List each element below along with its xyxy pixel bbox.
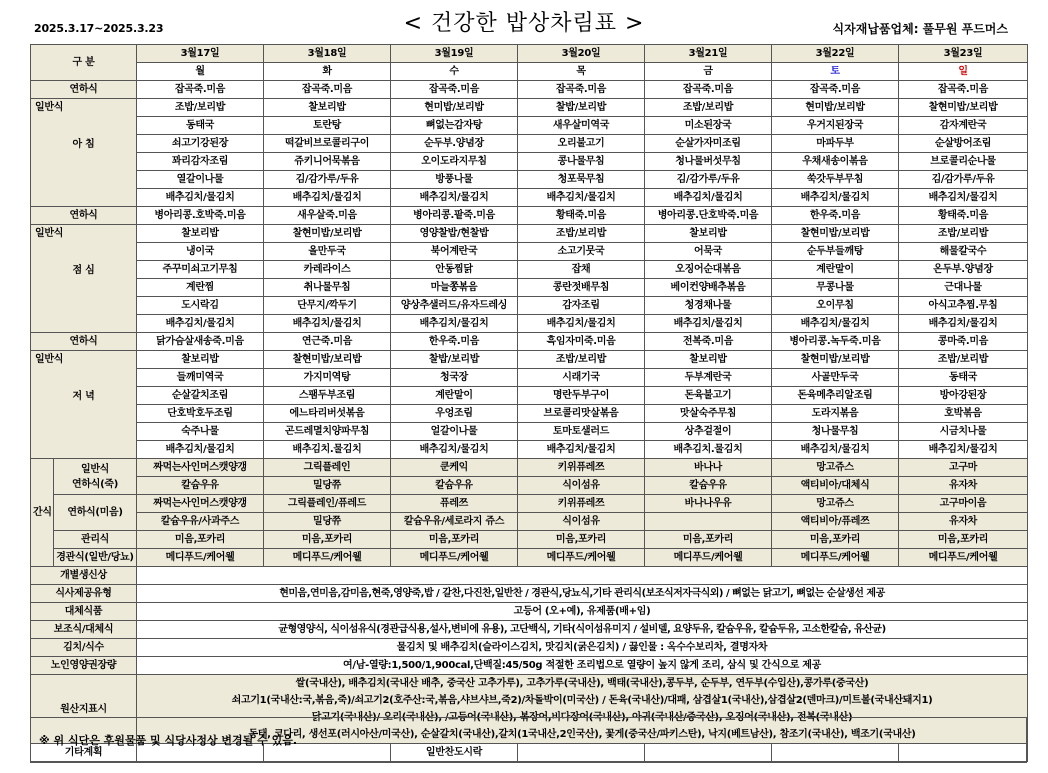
menu-item: 배추김치/물김치 xyxy=(137,315,264,333)
snack-item: 칼슘우유/세로라지 쥬스 xyxy=(391,513,518,531)
menu-item: 도라지볶음 xyxy=(772,405,899,423)
menu-item: 얼갈이나물 xyxy=(391,423,518,441)
menu-item: 들깨미역국 xyxy=(137,369,264,387)
menu-item: 배추김치/물김치 xyxy=(899,189,1028,207)
soft-diet-label: 연하식 xyxy=(31,333,137,351)
meal-plan-table xyxy=(30,44,1028,762)
menu-item: 근대나물 xyxy=(899,279,1028,297)
menu-item: 사골만두국 xyxy=(772,369,899,387)
snack-item: 바나나 xyxy=(645,459,772,477)
info-value: 여/남-열량:1,500/1,900cal,단백질:45/50g 적절한 조리법으로 열량이 높지 않게 조리, 삼식 및 간식으로 제공 xyxy=(137,657,1028,675)
menu-item: 청국장 xyxy=(391,369,518,387)
meal-name: 아 침 xyxy=(72,139,95,150)
soft-diet-item: 잡곡죽.미음 xyxy=(264,81,391,99)
soft-diet-item: 연근죽.미음 xyxy=(264,333,391,351)
lunch-general-row xyxy=(31,225,1028,243)
menu-period: 2025.3.17~2025.3.23 xyxy=(34,22,164,35)
menu-item: 찰현미밥/보리밥 xyxy=(264,351,391,369)
menu-item: 조밥/보리밥 xyxy=(899,225,1028,243)
snack-item xyxy=(645,513,772,531)
supplier-info: 식자재납품업체: 풀무원 푸드머스 xyxy=(832,22,1008,36)
menu-item: 찰현미밥/보리밥 xyxy=(772,225,899,243)
soft-diet-item: 잡곡죽.미음 xyxy=(518,81,645,99)
tube-item: 미음,포카리 xyxy=(772,531,899,549)
menu-item: 배추김치/물김치 xyxy=(264,315,391,333)
tube-item: 미음,포카리 xyxy=(264,531,391,549)
menu-item: 스팸두부조림 xyxy=(264,387,391,405)
menu-item: 방아강된장 xyxy=(899,387,1028,405)
menu-item: 배추김치/물김치 xyxy=(645,189,772,207)
snack-general-text: 일반식 xyxy=(80,463,110,475)
lunch-soft-row xyxy=(31,207,1028,225)
menu-item: 배추김치/물김치 xyxy=(518,189,645,207)
snack-item: 고구마이음 xyxy=(899,495,1028,513)
menu-item: 떡갈비브로콜리구이 xyxy=(264,135,391,153)
day-date: 3월21일 xyxy=(645,45,772,63)
menu-item: 꽈리감자조림 xyxy=(137,153,264,171)
menu-item: 찰밥/보리밥 xyxy=(518,99,645,117)
info-value: 물김치 및 배추김치(슬라이스김치, 맛김치(굵은김치) / 끓인물 : 옥수수보리차, 결명자차 xyxy=(137,639,1028,657)
info-label: 개별생신상 xyxy=(31,567,137,585)
snack-item: 칼슘우유/사과주스 xyxy=(137,513,264,531)
menu-item: 조밥/보리밥 xyxy=(899,351,1028,369)
menu-item: 쇠고기강된장 xyxy=(137,135,264,153)
menu-item: 쑥갓두부무침 xyxy=(772,171,899,189)
soft-diet-item: 닭가슴살새송죽.미음 xyxy=(137,333,264,351)
footer-note xyxy=(30,717,1027,763)
soft-diet-item: 잡곡죽.미음 xyxy=(645,81,772,99)
snack-mium-row-1 xyxy=(31,495,1028,513)
menu-item: 찰보리밥 xyxy=(137,351,264,369)
menu-item: 새우살미역국 xyxy=(518,117,645,135)
menu-item: 브로콜리맛살볶음 xyxy=(518,405,645,423)
soft-diet-item: 병아리콩.녹두죽.미음 xyxy=(772,333,899,351)
soft-diet-item: 잡곡죽.미음 xyxy=(391,81,518,99)
menu-item: 단호박호두조림 xyxy=(137,405,264,423)
menu-item: 순살방어조림 xyxy=(899,135,1028,153)
note-text: ※ 위 식단은 후원물품 및 식당사정상 변경될 수 있음. xyxy=(39,734,298,747)
menu-item: 찰보리밥 xyxy=(264,99,391,117)
snack-item: 칼슘우유 xyxy=(391,477,518,495)
dinner-general-row xyxy=(31,405,1028,423)
soft-diet-item: 황태죽.미음 xyxy=(899,207,1028,225)
tube-diet-item: 메디푸드/케어웰 xyxy=(391,549,518,567)
menu-item: 순살갈치조림 xyxy=(137,387,264,405)
menu-item: 우엉조림 xyxy=(391,405,518,423)
menu-item: 무콩나물 xyxy=(772,279,899,297)
header xyxy=(0,0,1048,42)
soft-diet-item: 황태죽.미음 xyxy=(518,207,645,225)
menu-item: 카레라이스 xyxy=(264,261,391,279)
snack-item: 키위퓨레쯔 xyxy=(518,459,645,477)
gubun-label: 구 분 xyxy=(31,45,137,81)
menu-item: 오리불고기 xyxy=(518,135,645,153)
soft-diet-label: 연하식 xyxy=(31,81,137,99)
snack-item: 짜먹는사인머스캣양갱 xyxy=(137,459,264,477)
menu-item: 동태국 xyxy=(137,117,264,135)
breakfast-general-row xyxy=(31,117,1028,135)
snack-soft-juk-text: 연하식(죽) xyxy=(72,478,118,490)
header-row-dates xyxy=(31,45,1028,63)
snack-item: 식이섬유 xyxy=(518,477,645,495)
menu-item: 계란말이 xyxy=(391,387,518,405)
menu-item: 감자계란국 xyxy=(899,117,1028,135)
menu-item: 김/감가루/두유 xyxy=(899,171,1028,189)
menu-item: 순살가자미조림 xyxy=(645,135,772,153)
dinner-general-row xyxy=(31,351,1028,369)
soft-diet-item: 잡곡죽.미음 xyxy=(772,81,899,99)
menu-item: 찰현미밥/보리밥 xyxy=(772,351,899,369)
day-date: 3월22일 xyxy=(772,45,899,63)
breakfast-general-row xyxy=(31,171,1028,189)
info-value: 균형영양식, 식이섬유식(경관급식용,설사,변비에 유용), 고단백식, 기타(식이섬유미지 / 설비델, 요양두유, 칼슘우유, 칼슘두유, 고소한칼슘, 유산균) xyxy=(137,621,1028,639)
tube-item: 미음,포카리 xyxy=(391,531,518,549)
soft-diet-label: 연하식 xyxy=(31,207,137,225)
soft-diet-item: 병아리콩.호박죽.미음 xyxy=(137,207,264,225)
snack-item: 고구마 xyxy=(899,459,1028,477)
menu-item: 취나물무침 xyxy=(264,279,391,297)
soft-diet-item: 잡곡죽.미음 xyxy=(899,81,1028,99)
day-weekday: 목 xyxy=(518,63,645,81)
menu-item: 브로콜리순나물 xyxy=(899,153,1028,171)
menu-item: 청경채나물 xyxy=(645,297,772,315)
dinner-general-row xyxy=(31,423,1028,441)
menu-item: 배추김치/물김치 xyxy=(137,189,264,207)
snack-item: 칼슘우유 xyxy=(137,477,264,495)
menu-item: 배추김치/물김치 xyxy=(772,315,899,333)
menu-item: 배추김치/물김치 xyxy=(264,189,391,207)
menu-item: 토마토샐러드 xyxy=(518,423,645,441)
breakfast-general-row xyxy=(31,99,1028,117)
breakfast-soft-row xyxy=(31,81,1028,99)
menu-item: 맛살숙주무침 xyxy=(645,405,772,423)
snack-item: 그릭플레인 xyxy=(264,459,391,477)
snack-label: 간식 xyxy=(31,459,54,567)
meal-label xyxy=(31,225,137,333)
menu-item: 찰현미밥/보리밥 xyxy=(264,225,391,243)
tube-diet-label: 경관식(일반/당뇨) xyxy=(54,549,137,567)
menu-item: 토란탕 xyxy=(264,117,391,135)
tube-diet-item: 메디푸드/케어웰 xyxy=(518,549,645,567)
menu-item: 현미밥/보리밥 xyxy=(772,99,899,117)
day-date: 3월23일 xyxy=(899,45,1028,63)
menu-item: 조밥/보리밥 xyxy=(518,225,645,243)
menu-item: 배추김치/물김치 xyxy=(518,315,645,333)
menu-item: 호박볶음 xyxy=(899,405,1028,423)
menu-item: 콩나물무침 xyxy=(518,153,645,171)
menu-item: 청나물버섯무침 xyxy=(645,153,772,171)
soft-diet-item: 새우살죽.미음 xyxy=(264,207,391,225)
info-label: 노인영양권장량 xyxy=(31,657,137,675)
menu-item: 주꾸미쇠고기무침 xyxy=(137,261,264,279)
menu-item: 감자조림 xyxy=(518,297,645,315)
day-weekday: 화 xyxy=(264,63,391,81)
snack-mium-label: 연하식(미음) xyxy=(54,495,137,531)
soft-diet-item: 콩마죽.미음 xyxy=(899,333,1028,351)
lunch-general-row xyxy=(31,243,1028,261)
menu-item: 배추김치.물김치 xyxy=(264,441,391,459)
menu-item: 잡채 xyxy=(518,261,645,279)
snack-item: 밀당쮸 xyxy=(264,477,391,495)
snack-general-row-2 xyxy=(31,477,1028,495)
menu-item: 명란두부구이 xyxy=(518,387,645,405)
day-weekday: 금 xyxy=(645,63,772,81)
snack-item: 식이섬유 xyxy=(518,513,645,531)
menu-item: 김/감가루/두유 xyxy=(264,171,391,189)
snack-item: 액티비아/대체식 xyxy=(772,477,899,495)
menu-item: 시금치나물 xyxy=(899,423,1028,441)
menu-item: 가지미역탕 xyxy=(264,369,391,387)
day-date: 3월20일 xyxy=(518,45,645,63)
snack-tube-diet-row xyxy=(31,549,1028,567)
tube-item: 미음,포카리 xyxy=(137,531,264,549)
menu-item: 청포묵무침 xyxy=(518,171,645,189)
menu-item: 안동찜닭 xyxy=(391,261,518,279)
menu-item: 찰밥/보리밥 xyxy=(391,351,518,369)
info-label: 식사제공유형 xyxy=(31,585,137,603)
menu-item: 동태국 xyxy=(899,369,1028,387)
menu-item: 북어계란국 xyxy=(391,243,518,261)
day-weekday: 수 xyxy=(391,63,518,81)
menu-item: 찰보리밥 xyxy=(645,225,772,243)
snack-general-label xyxy=(54,459,137,495)
snack-item: 바나나우유 xyxy=(645,495,772,513)
info-label: 김치/식수 xyxy=(31,639,137,657)
tube-diet-item: 메디푸드/케어웰 xyxy=(264,549,391,567)
snack-tube-row xyxy=(31,531,1028,549)
general-diet-label: 일반식 xyxy=(35,354,64,365)
menu-item: 찰보리밥 xyxy=(137,225,264,243)
tube-item: 미음,포카리 xyxy=(899,531,1028,549)
snack-item: 키위퓨레쯔 xyxy=(518,495,645,513)
day-date: 3월17일 xyxy=(137,45,264,63)
info-value: 고등어 (오+예), 유제품(배+임) xyxy=(137,603,1028,621)
menu-item: 열갈이나물 xyxy=(137,171,264,189)
info-row xyxy=(31,585,1028,603)
info-label: 대체식품 xyxy=(31,603,137,621)
origin-line: 닭고기(국내산)/ 오리(국내산), /고등어(국내산), 볶장어,비다장어(국내산), 아귀(국내산/중국산), 오징어(국내산), 전복(국내산) xyxy=(311,712,853,723)
tube-diet-item: 메디푸드/케어웰 xyxy=(772,549,899,567)
soft-diet-item: 병아리콩.단호박죽.미음 xyxy=(645,207,772,225)
soft-diet-item: 한우죽.미음 xyxy=(391,333,518,351)
day-weekday: 월 xyxy=(137,63,264,81)
soft-diet-item: 흑임자미죽.미음 xyxy=(518,333,645,351)
menu-item: 단무지/깍두기 xyxy=(264,297,391,315)
menu-item: 배추김치/물김치 xyxy=(391,315,518,333)
general-diet-label: 일반식 xyxy=(35,102,64,113)
info-row xyxy=(31,621,1028,639)
menu-item: 방풍나물 xyxy=(391,171,518,189)
menu-item: 배추김치/물김치 xyxy=(391,441,518,459)
menu-item: 쥬키니어묵볶음 xyxy=(264,153,391,171)
menu-item: 배추김치.물김치 xyxy=(645,441,772,459)
menu-item: 찰현미밥/보리밥 xyxy=(899,99,1028,117)
menu-item: 해물칼국수 xyxy=(899,243,1028,261)
tube-item: 미음,포카리 xyxy=(518,531,645,549)
menu-item: 현미밥/보리밥 xyxy=(391,99,518,117)
origin-line: 쇠고기1(국내산:국,볶음,죽)/쇠고기2(호주산:국,볶음,샤브샤브,죽2)/차돌박이(미국산) / 돈육(국내산)/대패, 삼겹살1(국내산),삼겹살2(덴마크)/미트볼(국내산돼지1) xyxy=(231,695,933,706)
soft-diet-item: 한우죽.미음 xyxy=(772,207,899,225)
menu-item: 오이도라지무침 xyxy=(391,153,518,171)
menu-item: 돈육메추리알조림 xyxy=(772,387,899,405)
menu-item: 김/감가루/두유 xyxy=(645,171,772,189)
meal-label xyxy=(31,351,137,459)
menu-item: 숙주나물 xyxy=(137,423,264,441)
soft-diet-item: 잡곡죽.미음 xyxy=(137,81,264,99)
day-date: 3월19일 xyxy=(391,45,518,63)
menu-item: 계란찜 xyxy=(137,279,264,297)
menu-item: 도시락김 xyxy=(137,297,264,315)
general-diet-label: 일반식 xyxy=(35,228,64,239)
menu-item: 조밥/보리밥 xyxy=(645,99,772,117)
info-row xyxy=(31,603,1028,621)
menu-item: 마파두부 xyxy=(772,135,899,153)
menu-item: 양상추샐러드/유자드레싱 xyxy=(391,297,518,315)
menu-item: 돈육불고기 xyxy=(645,387,772,405)
lunch-general-row xyxy=(31,315,1028,333)
menu-item: 조밥/보리밥 xyxy=(518,351,645,369)
breakfast-general-row xyxy=(31,189,1028,207)
menu-item: 곤드레멸치양파무침 xyxy=(264,423,391,441)
dinner-general-row xyxy=(31,369,1028,387)
menu-item: 오징어순대볶음 xyxy=(645,261,772,279)
snack-item: 퓨레쯔 xyxy=(391,495,518,513)
origin-line: 쌀(국내산), 배추김치(국내산 배추, 중국산 고추가루), 고추가루(국내산), 백태(국내산),콩두부, 순두부, 연두부(수입산),콩가루(중국산) xyxy=(295,678,869,689)
plan-value: 일반찬도시락 xyxy=(391,744,518,762)
snack-item: 액티비아/퓨레쯔 xyxy=(772,513,899,531)
day-weekday: 토 xyxy=(772,63,899,81)
menu-item: 미소된장국 xyxy=(645,117,772,135)
menu-item: 조밥/보리밥 xyxy=(137,99,264,117)
menu-item: 오이무침 xyxy=(772,297,899,315)
lunch-general-row xyxy=(31,279,1028,297)
soft-diet-item: 병아리콩.팥죽.미음 xyxy=(391,207,518,225)
menu-item: 청나물무침 xyxy=(772,423,899,441)
tube-diet-item: 메디푸드/케어웰 xyxy=(899,549,1028,567)
snack-item: 유자차 xyxy=(899,477,1028,495)
page-title: < 건강한 밥상차림표 > xyxy=(403,11,645,36)
menu-item: 콩란젓배무침 xyxy=(518,279,645,297)
menu-item: 두부계란국 xyxy=(645,369,772,387)
menu-item: 올만두국 xyxy=(264,243,391,261)
info-row xyxy=(31,657,1028,675)
menu-item: 뼈없는감자탕 xyxy=(391,117,518,135)
snack-item: 칼슘우유 xyxy=(645,477,772,495)
menu-item: 배추김치/물김치 xyxy=(772,441,899,459)
menu-item: 온두부.양념장 xyxy=(899,261,1028,279)
meal-name: 저 녁 xyxy=(72,391,95,402)
info-value xyxy=(137,567,1028,585)
menu-item: 상추겉절이 xyxy=(645,423,772,441)
menu-item: 배추김치/물김치 xyxy=(899,441,1028,459)
snack-item: 그릭플레인/퓨레드 xyxy=(264,495,391,513)
snack-item: 유자차 xyxy=(899,513,1028,531)
menu-item: 에느타리버섯볶음 xyxy=(264,405,391,423)
menu-item: 우거지된장국 xyxy=(772,117,899,135)
snack-item: 밀당쮸 xyxy=(264,513,391,531)
snack-item: 망고쥬스 xyxy=(772,459,899,477)
origin-line: 동태, 코다리, 생선포(러시아산/미국산), 순살갈치(국내산),갈치(1국내산,2인국산), 꽃게(중국산/파키스탄), 낙지(베트남산), 참조기(국내산), 백조기(국내산) xyxy=(248,729,916,740)
menu-item: 찰보리밥 xyxy=(645,351,772,369)
menu-item: 시래기국 xyxy=(518,369,645,387)
info-value: 현미음,연미음,감미음,현죽,영양죽,밥 / 갈찬,다진찬,일반찬 / 경관식,당뇨식,기타 관리식(보조식저자극식외) / 뼈없는 닭고기, 뼈없는 순살생선 제공 xyxy=(137,585,1028,603)
dinner-soft-row xyxy=(31,333,1028,351)
tube-diet-item: 메디푸드/케어웰 xyxy=(645,549,772,567)
snack-mium-row-2 xyxy=(31,513,1028,531)
snack-general-row-1 xyxy=(31,459,1028,477)
menu-item: 배추김치/물김치 xyxy=(772,189,899,207)
info-label: 보조식/대체식 xyxy=(31,621,137,639)
breakfast-general-row xyxy=(31,135,1028,153)
breakfast-general-row xyxy=(31,153,1028,171)
plan-label: 기타계획 xyxy=(31,744,137,762)
origin-label: 원산지표시 xyxy=(31,675,137,744)
dinner-general-row xyxy=(31,387,1028,405)
soft-diet-item: 전복죽.미음 xyxy=(645,333,772,351)
meal-label xyxy=(31,99,137,207)
menu-item: 어묵국 xyxy=(645,243,772,261)
menu-item: 우채새송이볶음 xyxy=(772,153,899,171)
dinner-general-row xyxy=(31,441,1028,459)
header-row-weekday xyxy=(31,63,1028,81)
menu-item: 순두부들깨탕 xyxy=(772,243,899,261)
menu-item: 계란말이 xyxy=(772,261,899,279)
day-date: 3월18일 xyxy=(264,45,391,63)
menu-item: 배추김치/물김치 xyxy=(137,441,264,459)
snack-item: 쿤케익 xyxy=(391,459,518,477)
menu-item: 배추김치/물김치 xyxy=(518,441,645,459)
menu-item: 냉이국 xyxy=(137,243,264,261)
info-row xyxy=(31,639,1028,657)
menu-item: 영양찰밥/현찰밥 xyxy=(391,225,518,243)
meal-name: 점 심 xyxy=(72,265,95,276)
tube-item: 미음,포카리 xyxy=(645,531,772,549)
menu-item: 배추김치/물김치 xyxy=(391,189,518,207)
day-weekday: 일 xyxy=(899,63,1028,81)
menu-item: 마늘쫑볶음 xyxy=(391,279,518,297)
tube-diet-item: 메디푸드/케어웰 xyxy=(137,549,264,567)
menu-item: 베이컨양배추볶음 xyxy=(645,279,772,297)
info-row xyxy=(31,567,1028,585)
lunch-general-row xyxy=(31,261,1028,279)
menu-item: 배추김치/물김치 xyxy=(899,315,1028,333)
tube-label: 관리식 xyxy=(54,531,137,549)
menu-item: 아식고추찜.무침 xyxy=(899,297,1028,315)
snack-item: 망고쥬스 xyxy=(772,495,899,513)
menu-item: 소고기뭇국 xyxy=(518,243,645,261)
menu-item: 순두부.양념장 xyxy=(391,135,518,153)
lunch-general-row xyxy=(31,297,1028,315)
snack-item: 짜먹는사인머스캣양갱 xyxy=(137,495,264,513)
menu-item: 배추김치/물김치 xyxy=(645,315,772,333)
